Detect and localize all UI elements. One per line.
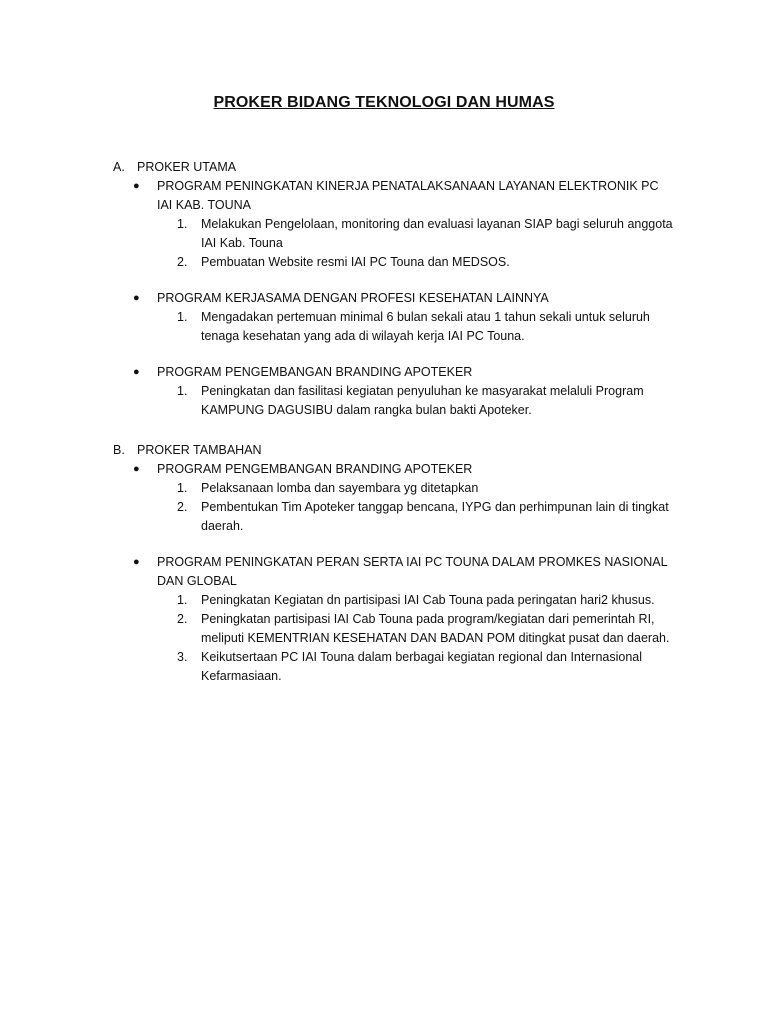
section-letter: A. — [113, 160, 125, 174]
item-text: Melakukan Pengelolaan, monitoring dan evaluasi layanan SIAP bagi seluruh anggota IAI Kab. Touna — [201, 217, 673, 250]
item-number: 2. — [177, 612, 188, 626]
list-item — [177, 610, 713, 648]
program-text: PROGRAM PENGEMBANGAN BRANDING APOTEKER — [157, 365, 473, 379]
item-number: 3. — [177, 650, 188, 664]
item-text: Peningkatan dan fasilitasi kegiatan penyuluhan ke masyarakat melaluli Program KAMPUNG DAGUSIBU dalam rangka bulan bakti Apoteker. — [201, 384, 644, 417]
item-number: 1. — [177, 481, 188, 495]
program-block — [133, 363, 713, 420]
item-number: 1. — [177, 384, 188, 398]
bullet-icon: ● — [133, 180, 140, 192]
item-number: 1. — [177, 217, 188, 231]
item-number: 1. — [177, 593, 188, 607]
program-bullet — [133, 289, 713, 308]
list-item — [177, 308, 713, 346]
list-item — [177, 648, 713, 686]
list-item — [177, 215, 713, 253]
list-item — [177, 382, 713, 420]
bullet-icon: ● — [133, 463, 140, 475]
section-title: PROKER TAMBAHAN — [137, 443, 262, 457]
section-title: PROKER UTAMA — [137, 160, 237, 174]
item-text: Peningkatan partisipasi IAI Cab Touna pada program/kegiatan dari pemerintah RI, meliputi KEMENTRIAN KESEHATAN DAN BADAN POM ditingkat pusat dan daerah. — [201, 612, 670, 645]
list-item — [177, 253, 713, 272]
item-number: 2. — [177, 500, 188, 514]
item-list — [177, 382, 713, 420]
program-text: PROGRAM PENINGKATAN PERAN SERTA IAI PC TOUNA DALAM PROMKES NASIONAL DAN GLOBAL — [157, 555, 668, 588]
program-bullet — [133, 363, 713, 382]
list-item — [177, 479, 713, 498]
item-list — [177, 215, 713, 272]
item-list — [177, 308, 713, 346]
item-number: 1. — [177, 310, 188, 324]
section-heading — [113, 158, 713, 177]
program-bullet — [133, 553, 713, 591]
list-item — [177, 591, 713, 610]
program-bullet — [133, 460, 713, 479]
program-bullet — [133, 177, 713, 215]
item-text: Mengadakan pertemuan minimal 6 bulan sekali atau 1 tahun sekali untuk seluruh tenaga kesehatan yang ada di wilayah kerja IAI PC Touna. — [201, 310, 650, 343]
list-item — [177, 498, 713, 536]
program-block — [133, 460, 713, 536]
item-list — [177, 591, 713, 686]
program-block — [133, 553, 713, 686]
item-text: Peningkatan Kegiatan dn partisipasi IAI Cab Touna pada peringatan hari2 khusus. — [201, 593, 655, 607]
item-text: Pembuatan Website resmi IAI PC Touna dan MEDSOS. — [201, 255, 510, 269]
section-proker-tambahan — [113, 441, 713, 686]
bullet-icon: ● — [133, 556, 140, 568]
bullet-icon: ● — [133, 366, 140, 378]
item-list — [177, 479, 713, 536]
program-text: PROGRAM PENGEMBANGAN BRANDING APOTEKER — [157, 462, 473, 476]
program-text: PROGRAM KERJASAMA DENGAN PROFESI KESEHATAN LAINNYA — [157, 291, 549, 305]
program-block — [133, 177, 713, 272]
program-block — [133, 289, 713, 346]
program-text: PROGRAM PENINGKATAN KINERJA PENATALAKSANAAN LAYANAN ELEKTRONIK PC IAI KAB. TOUNA — [157, 179, 659, 212]
item-number: 2. — [177, 255, 188, 269]
item-text: Pembentukan Tim Apoteker tanggap bencana, IYPG dan perhimpunan lain di tingkat daerah. — [201, 500, 669, 533]
section-proker-utama — [113, 158, 713, 420]
item-text: Keikutsertaan PC IAI Touna dalam berbagai kegiatan regional dan Internasional Kefarmasiaan. — [201, 650, 643, 683]
section-letter: B. — [113, 443, 125, 457]
bullet-icon: ● — [133, 292, 140, 304]
page-title: PROKER BIDANG TEKNOLOGI DAN HUMAS — [213, 94, 555, 111]
section-heading — [113, 441, 713, 460]
item-text: Pelaksanaan lomba dan sayembara yg ditetapkan — [201, 481, 479, 495]
